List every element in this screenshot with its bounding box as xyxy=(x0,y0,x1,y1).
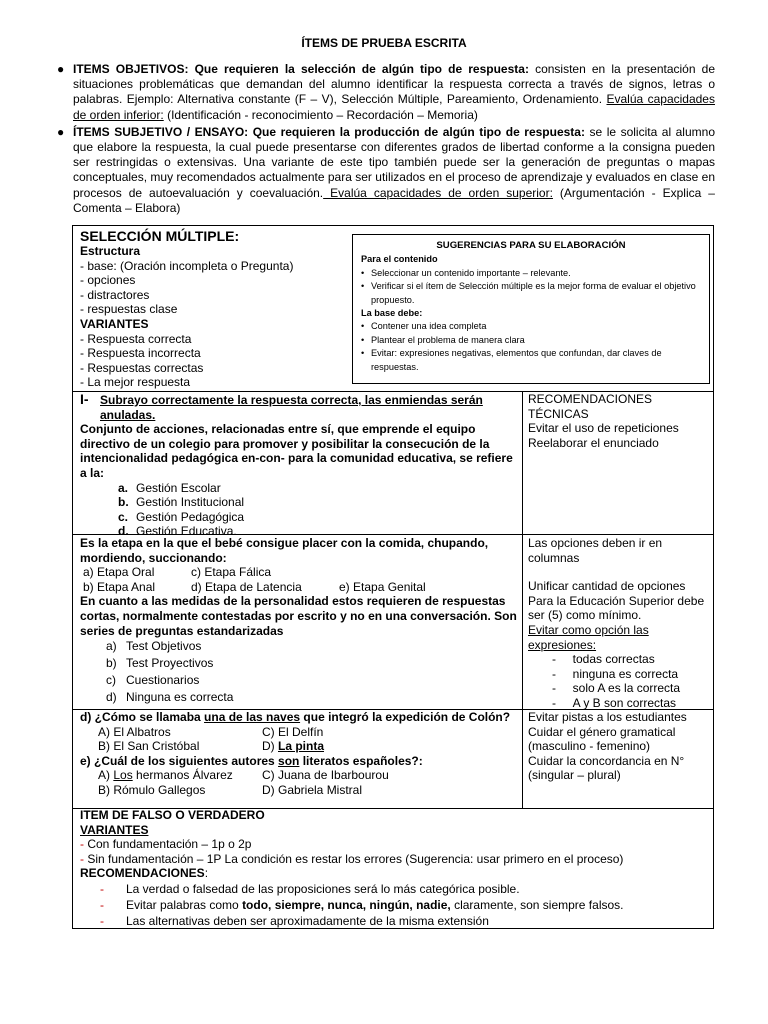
items-table xyxy=(72,225,714,929)
list-item: - todas correctas xyxy=(552,652,655,667)
q2-recomendaciones xyxy=(528,536,710,711)
fv-rec-list xyxy=(80,881,710,929)
list-item: - Sin fundamentación – 1P La condición es restar los errores (Sugerencia: usar primero en el proceso) xyxy=(80,851,624,866)
list-item: - A y B son correctas xyxy=(552,695,677,710)
fv-variantes: VARIANTES xyxy=(80,822,149,837)
objetivos-text: consisten en la presentación de situaciones problemáticas que demandan del alumno identificar la respuesta correcta a través de signos, letras o palabras. Ejemplo: Alternativa constante (F – V), Selección Múltiple, Pareamiento, Ordenamiento. xyxy=(73,62,715,107)
q2-section xyxy=(80,536,520,705)
list-item: - Respuesta incorrecta xyxy=(80,346,201,361)
list-item: - Respuestas correctas xyxy=(80,360,204,375)
subjetivo-tail: (Argumentación - Explica – Comenta – Elabora) xyxy=(73,185,715,215)
objetivos-heading: ITEMS OBJETIVOS: Que requieren la selección de algún tipo de respuesta: xyxy=(73,62,529,76)
intro-item-objetivos xyxy=(55,62,715,123)
intro-item-subjetivo xyxy=(55,125,715,216)
q2-stem: Es la etapa en la que el bebé consigue placer con la comida, chupando, mordiendo, succionando: xyxy=(80,536,489,565)
list-item: - solo A es la correcta xyxy=(552,681,681,696)
q3-e-stem: e) ¿Cuál de los siguientes autores son literatos españoles?: xyxy=(80,753,423,768)
q1-instruction: I- Subrayo correctamente la respuesta correcta, las enmiendas serán anuladas. xyxy=(80,391,483,422)
list-item: - Evitar palabras como todo, siempre, nunca, ningún, nadie, claramente, son siempre falsos. xyxy=(100,897,624,912)
objetivos-tail: (Identificación - reconocimiento – Recordación – Memoria) xyxy=(163,107,478,122)
list-item: - La verdad o falsedad de las proposiciones será lo más categórica posible. xyxy=(100,881,520,896)
page-title: ÍTEMS DE PRUEBA ESCRITA xyxy=(301,36,467,50)
q3-section xyxy=(80,710,520,798)
list-item: - Con fundamentación – 1p o 2p xyxy=(80,837,252,852)
list-item: c) Cuestionarios xyxy=(106,672,200,687)
q1-options xyxy=(80,481,520,539)
column-divider xyxy=(522,392,523,809)
sm-estructura: Estructura xyxy=(80,244,141,258)
q3-recomendaciones: Evitar pistas a los estudiantes Cuidar el género gramatical (masculino - femenino) Cuidar la concordancia en N° (singular – plural) xyxy=(528,710,687,783)
fv-recomendaciones: RECOMENDACIONES: xyxy=(80,866,209,881)
q1-recomendaciones: RECOMENDACIONES TÉCNICAS Evitar el uso de repeticiones Reelaborar el enunciado xyxy=(528,392,679,450)
list-item: - ninguna es correcta xyxy=(552,666,679,681)
q1-section xyxy=(80,393,520,539)
list-item: b. Gestión Institucional xyxy=(118,495,245,510)
q3-d-row2: B) El San Cristóbal D) La pinta xyxy=(98,739,325,754)
bullet-icon: ● xyxy=(57,62,65,76)
sm-variantes: VARIANTES xyxy=(80,316,149,331)
subjetivo-heading: ÍTEMS SUBJETIVO / ENSAYO: Que requieren la producción de algún tipo de respuesta: xyxy=(73,124,585,139)
objetivos-evalua: Evalúa capacidades de orden inferior: xyxy=(73,92,715,122)
list-item: • Evitar: expresiones negativas, elementos que confundan, dar claves de respuestas. xyxy=(361,348,662,372)
q3-d-stem: d) ¿Cómo se llamaba una de las naves que integró la expedición de Colón? xyxy=(80,710,511,724)
list-item: - distractores xyxy=(80,287,150,302)
q2-options-row1: a) Etapa Oral c) Etapa Fálica xyxy=(83,565,272,580)
sugerencias-title: SUGERENCIAS PARA SU ELABORACIÓN xyxy=(436,240,626,251)
list-item: b) Test Proyectivos xyxy=(106,655,214,670)
sug-contenido: Para el contenido xyxy=(361,254,438,265)
bullet-icon: ● xyxy=(57,124,65,139)
q1-stem: Conjunto de acciones, relacionadas entre sí, que emprende el equipo directivo de un colegio para promover y posibilitar la consecución de la intencionalidad pedagógica en-con- para la comunidad educativa, se refiere a la: xyxy=(80,422,513,480)
list-item: • Seleccionar un contenido importante – relevante. xyxy=(361,267,571,278)
rec-evitar-list xyxy=(528,652,710,710)
sugerencias-box xyxy=(352,234,710,384)
rec-unificar: Unificar cantidad de opciones Para la Educación Superior debe ser (5) como mínimo. xyxy=(528,579,705,623)
list-item: - Las alternativas deben ser aproximadamente de la misma extensión xyxy=(100,913,489,928)
list-item: a) Test Objetivos xyxy=(106,639,202,654)
list-item: • Plantear el problema de manera clara xyxy=(361,334,525,345)
q2-options2 xyxy=(80,638,520,705)
list-item: c. Gestión Pedagógica xyxy=(118,509,245,524)
list-item: - respuestas clase xyxy=(80,302,178,317)
q2-stem2: En cuanto a las medidas de la personalidad estos requieren de respuestas cortas, normalmente contestadas por escrito y no en una conversación. Son series de preguntas estandarizadas xyxy=(80,594,517,638)
sm-estructura-list xyxy=(80,259,350,317)
intro-list xyxy=(55,62,715,216)
q3-d-row1: A) El Albatros C) El Delfín xyxy=(98,724,324,739)
divider xyxy=(73,534,713,535)
sug-base: La base debe: xyxy=(361,308,423,319)
q3-e-row2: B) Rómulo Gallegos D) Gabriela Mistral xyxy=(98,782,363,797)
q2-options-row2: b) Etapa Anal d) Etapa de Latencia e) Etapa Genital xyxy=(83,579,426,594)
q3-e-row1: A) Los hermanos Álvarez C) Juana de Ibarbourou xyxy=(98,768,389,783)
subjetivo-evalua: Evalúa capacidades de orden superior: xyxy=(323,185,553,200)
list-item: - Respuesta correcta xyxy=(80,331,192,346)
sm-variantes-list xyxy=(80,332,350,390)
list-item: d. Gestión Educativa. xyxy=(118,524,237,539)
q1-number: I- xyxy=(80,391,89,407)
list-item: a. Gestión Escolar xyxy=(118,480,221,495)
rec-columnas: Las opciones deben ir en columnas xyxy=(528,536,663,565)
list-item: - opciones xyxy=(80,273,136,288)
list-item: - base: (Oración incompleta o Pregunta) xyxy=(80,258,294,273)
rec-evitar: Evitar como opción las expresiones: xyxy=(528,622,649,652)
fv-heading: ITEM DE FALSO O VERDADERO xyxy=(80,808,265,822)
subjetivo-text: se le solicita al alumno que elabore la respuesta, la cual puede presentarse con diferentes grados de libertad conforme a la consigna pueden ser restringidas o extensivas. Una variante de este tipo también puede ser la generación de preguntas o mapas conceptuales, muy recomendados actualmente para ser utilizados en el proceso de aprendizaje y evaluados en clase en procesos de autoevaluación y coevaluación. xyxy=(73,124,715,200)
sm-heading: SELECCIÓN MÚLTIPLE: xyxy=(80,228,240,244)
sm-section xyxy=(80,228,350,390)
fv-section xyxy=(80,808,710,929)
list-item: • Contener una idea completa xyxy=(361,321,487,332)
list-item: - La mejor respuesta xyxy=(80,375,191,390)
list-item: d) Ninguna es correcta xyxy=(106,689,234,704)
list-item: • Verificar si el ítem de Selección múltiple es la mejor forma de evaluar el objetivo propuesto. xyxy=(361,281,696,305)
